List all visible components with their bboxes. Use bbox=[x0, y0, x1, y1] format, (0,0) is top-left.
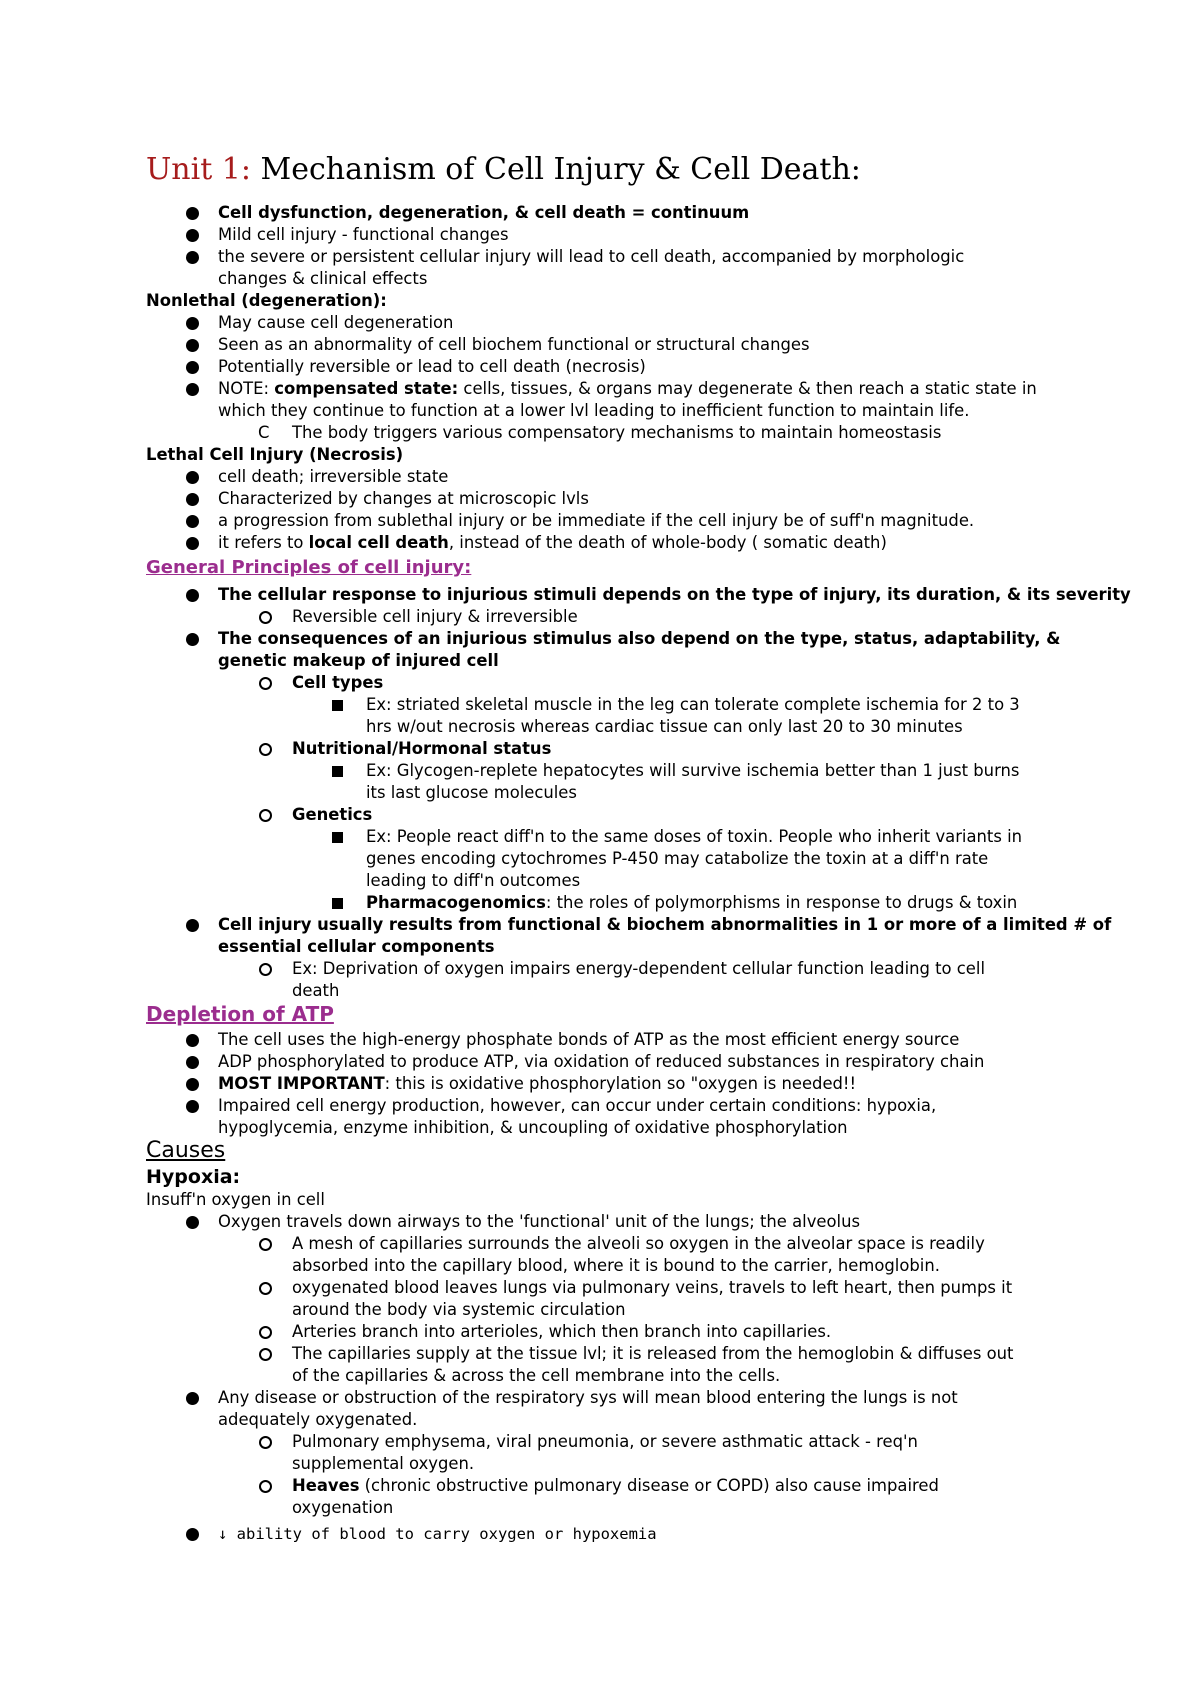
list-item: Seen as an abnormality of cell biochem functional or structural changes bbox=[218, 335, 810, 354]
sub-list-item: Arteries branch into arterioles, which then branch into capillaries. bbox=[292, 1322, 832, 1341]
list-item: a progression from sublethal injury or be immediate if the cell injury be of suff'n magnitude. bbox=[218, 511, 975, 530]
list-item: cell death; irreversible state bbox=[218, 467, 449, 486]
bullet-dot-icon bbox=[186, 361, 199, 374]
bullet-dot-icon bbox=[186, 1034, 199, 1047]
sub-list-item-continued: death bbox=[292, 981, 340, 1000]
list-item: The cell uses the high-energy phosphate bonds of ATP as the most efficient energy source bbox=[218, 1030, 960, 1049]
bullet-circle-icon bbox=[259, 1238, 272, 1251]
pharmacogenomics-def: : the roles of polymorphisms in response to drugs & toxin bbox=[545, 893, 1018, 912]
compensated-state-term: compensated state: bbox=[274, 379, 459, 398]
list-item: Mild cell injury - functional changes bbox=[218, 225, 509, 244]
page-title bbox=[146, 150, 861, 190]
section-heading-lethal: Lethal Cell Injury (Necrosis) bbox=[146, 445, 404, 464]
bullet-circle-icon bbox=[259, 963, 272, 976]
sub-list-item: Reversible cell injury & irreversible bbox=[292, 607, 578, 626]
bullet-dot-icon bbox=[186, 1528, 199, 1541]
bullet-dot-icon bbox=[186, 537, 199, 550]
bullet-dot-icon bbox=[186, 589, 199, 602]
list-item: Any disease or obstruction of the respiratory sys will mean blood entering the lungs is not bbox=[218, 1388, 958, 1407]
list-item: Cell injury usually results from functional & biochem abnormalities in 1 or more of a limited # of bbox=[218, 915, 1112, 934]
sub-list-item-genetics: Genetics bbox=[292, 805, 373, 824]
bullet-circle-icon bbox=[259, 611, 272, 624]
sub-list-item: Ex: Deprivation of oxygen impairs energy-dependent cellular function leading to cell bbox=[292, 959, 985, 978]
list-item-continued: changes & clinical effects bbox=[218, 269, 428, 288]
list-item bbox=[218, 378, 1037, 400]
bullet-dot-icon bbox=[186, 1056, 199, 1069]
sub-sub-list-item bbox=[366, 892, 1017, 914]
list-item-continued: essential cellular components bbox=[218, 937, 495, 956]
list-item-continued: which they continue to function at a lower lvl leading to inefficient function to maintain life. bbox=[218, 401, 970, 420]
bullet-circle-icon bbox=[259, 677, 272, 690]
bullet-dot-icon bbox=[186, 515, 199, 528]
list-item bbox=[218, 1073, 856, 1095]
bullet-dot-icon bbox=[186, 317, 199, 330]
list-item: Potentially reversible or lead to cell death (necrosis) bbox=[218, 357, 646, 376]
bullet-dot-icon bbox=[186, 493, 199, 506]
sub-list-item: Pulmonary emphysema, viral pneumonia, or severe asthmatic attack - req'n bbox=[292, 1432, 918, 1451]
bullet-circle-icon bbox=[259, 1348, 272, 1361]
bullet-dot-icon bbox=[186, 1078, 199, 1091]
sub-bullet-marker: C bbox=[258, 423, 270, 442]
sub-list-item-continued: absorbed into the capillary blood, where it is bound to the carrier, hemoglobin. bbox=[292, 1256, 940, 1275]
sub-sub-list-item-continued: leading to diff'n outcomes bbox=[366, 871, 581, 890]
list-item bbox=[218, 532, 887, 554]
bullet-dot-icon bbox=[186, 207, 199, 220]
list-item-continued: adequately oxygenated. bbox=[218, 1410, 418, 1429]
sub-sub-list-item-continued: genes encoding cytochromes P-450 may catabolize the toxin at a diff'n rate bbox=[366, 849, 989, 868]
bullet-dot-icon bbox=[186, 471, 199, 484]
bullet-square-icon bbox=[332, 766, 343, 777]
heaves-def: (chronic obstructive pulmonary disease or COPD) also cause impaired bbox=[359, 1476, 939, 1495]
title-unit: Unit 1: bbox=[146, 152, 251, 187]
sub-sub-list-item-continued: hrs w/out necrosis whereas cardiac tissue can only last 20 to 30 minutes bbox=[366, 717, 963, 736]
bullet-dot-icon bbox=[186, 1392, 199, 1405]
sub-list-item-continued: of the capillaries & across the cell membrane into the cells. bbox=[292, 1366, 781, 1385]
sub-sub-list-item: Ex: striated skeletal muscle in the leg can tolerate complete ischemia for 2 to 3 bbox=[366, 695, 1020, 714]
section-heading-principles: General Principles of cell injury: bbox=[146, 557, 472, 578]
local-death-pre: it refers to bbox=[218, 533, 309, 552]
sub-list-item-nutritional: Nutritional/Hormonal status bbox=[292, 739, 552, 758]
hypoxia-definition: Insuff'n oxygen in cell bbox=[146, 1190, 325, 1209]
pharmacogenomics-term: Pharmacogenomics bbox=[366, 893, 546, 912]
sub-list-item: oxygenated blood leaves lungs via pulmonary veins, travels to left heart, then pumps it bbox=[292, 1278, 1013, 1297]
list-item: Characterized by changes at microscopic lvls bbox=[218, 489, 589, 508]
sub-list-item: The body triggers various compensatory mechanisms to maintain homeostasis bbox=[292, 423, 942, 442]
bullet-dot-icon bbox=[186, 383, 199, 396]
bullet-dot-icon bbox=[186, 251, 199, 264]
section-heading-atp: Depletion of ATP bbox=[146, 1002, 334, 1026]
list-item: ADP phosphorylated to produce ATP, via oxidation of reduced substances in respiratory chain bbox=[218, 1052, 985, 1071]
hypoxia-heading: Hypoxia: bbox=[146, 1166, 241, 1188]
list-item: May cause cell degeneration bbox=[218, 313, 454, 332]
bullet-square-icon bbox=[332, 832, 343, 843]
bullet-dot-icon bbox=[186, 339, 199, 352]
list-item: Oxygen travels down airways to the 'functional' unit of the lungs; the alveolus bbox=[218, 1212, 860, 1231]
sub-sub-list-item: Ex: People react diff'n to the same doses of toxin. People who inherit variants in bbox=[366, 827, 1023, 846]
bullet-dot-icon bbox=[186, 1100, 199, 1113]
list-item: The cellular response to injurious stimuli depends on the type of injury, its duration, & its severity bbox=[218, 585, 1131, 604]
sub-list-item: A mesh of capillaries surrounds the alveoli so oxygen in the alveolar space is readily bbox=[292, 1234, 985, 1253]
list-item-continued: genetic makeup of injured cell bbox=[218, 651, 499, 670]
sub-list-item-continued: oxygenation bbox=[292, 1498, 394, 1517]
note-text: cells, tissues, & organs may degenerate & then reach a static state in bbox=[458, 379, 1037, 398]
bullet-square-icon bbox=[332, 898, 343, 909]
title-text: Mechanism of Cell Injury & Cell Death: bbox=[251, 152, 861, 187]
list-item: ↓ ability of blood to carry oxygen or hypoxemia bbox=[218, 1525, 657, 1543]
section-heading-nonlethal: Nonlethal (degeneration): bbox=[146, 291, 387, 310]
list-item: The consequences of an injurious stimulus also depend on the type, status, adaptability, & bbox=[218, 629, 1061, 648]
most-important-text: : this is oxidative phosphorylation so "oxygen is needed!! bbox=[384, 1074, 857, 1093]
sub-list-item-cell-types: Cell types bbox=[292, 673, 384, 692]
list-item: Cell dysfunction, degeneration, & cell death = continuum bbox=[218, 203, 750, 222]
sub-list-item: The capillaries supply at the tissue lvl; it is released from the hemoglobin & diffuses out bbox=[292, 1344, 1014, 1363]
bullet-circle-icon bbox=[259, 1326, 272, 1339]
local-cell-death-term: local cell death bbox=[308, 533, 449, 552]
list-item: the severe or persistent cellular injury will lead to cell death, accompanied by morphologic bbox=[218, 247, 965, 266]
local-death-post: , instead of the death of whole-body ( somatic death) bbox=[448, 533, 887, 552]
list-item: Impaired cell energy production, however, can occur under certain conditions: hypoxia, bbox=[218, 1096, 937, 1115]
sub-list-item bbox=[292, 1475, 939, 1497]
bullet-dot-icon bbox=[186, 1216, 199, 1229]
bullet-circle-icon bbox=[259, 743, 272, 756]
sub-sub-list-item: Ex: Glycogen-replete hepatocytes will survive ischemia better than 1 just burns bbox=[366, 761, 1020, 780]
sub-list-item-continued: supplemental oxygen. bbox=[292, 1454, 475, 1473]
heaves-term: Heaves bbox=[292, 1476, 360, 1495]
bullet-square-icon bbox=[332, 700, 343, 711]
bullet-circle-icon bbox=[259, 1480, 272, 1493]
list-item-continued: hypoglycemia, enzyme inhibition, & uncoupling of oxidative phosphorylation bbox=[218, 1118, 848, 1137]
note-label: NOTE: bbox=[218, 379, 275, 398]
bullet-dot-icon bbox=[186, 919, 199, 932]
section-heading-causes: Causes bbox=[146, 1138, 226, 1163]
sub-sub-list-item-continued: its last glucose molecules bbox=[366, 783, 577, 802]
sub-list-item-continued: around the body via systemic circulation bbox=[292, 1300, 626, 1319]
bullet-dot-icon bbox=[186, 229, 199, 242]
bullet-dot-icon bbox=[186, 633, 199, 646]
bullet-circle-icon bbox=[259, 809, 272, 822]
bullet-circle-icon bbox=[259, 1436, 272, 1449]
bullet-circle-icon bbox=[259, 1282, 272, 1295]
most-important-label: MOST IMPORTANT bbox=[218, 1074, 385, 1093]
